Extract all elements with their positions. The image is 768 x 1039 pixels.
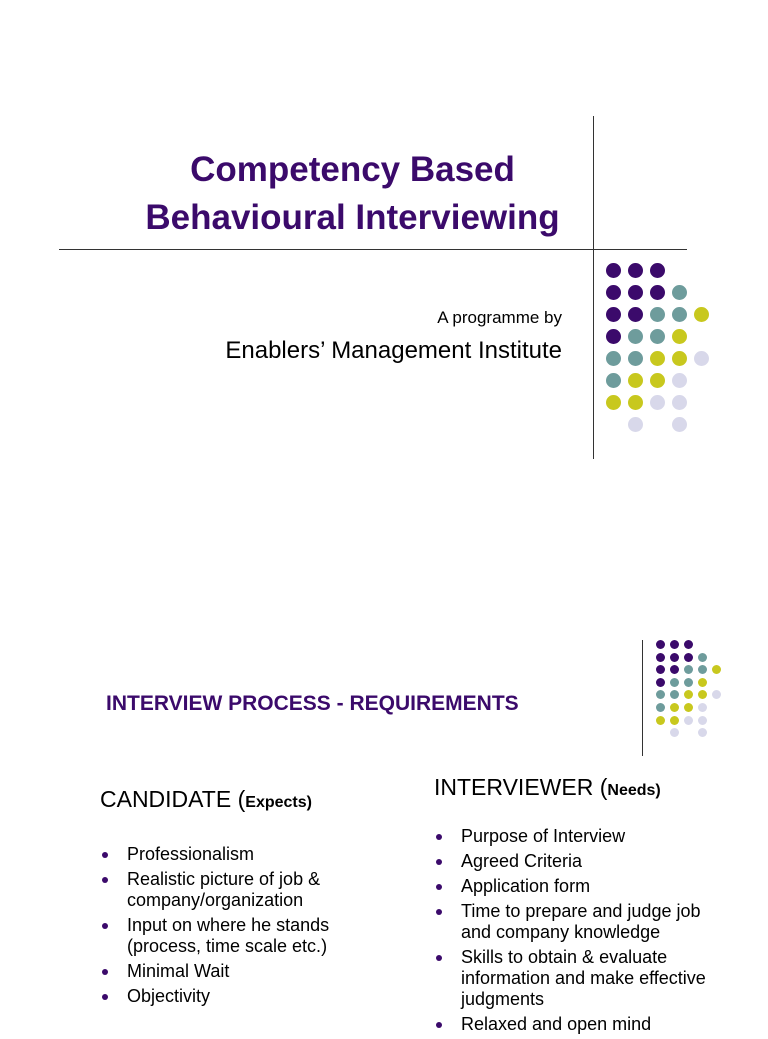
decorative-dot — [650, 263, 665, 278]
decorative-dot — [694, 351, 709, 366]
decorative-dot — [684, 678, 693, 687]
decorative-dot — [698, 728, 707, 737]
decorative-dot — [650, 395, 665, 410]
decorative-dot — [672, 307, 687, 322]
decorative-dot — [606, 307, 621, 322]
decorative-dot — [606, 373, 621, 388]
candidate-heading — [100, 786, 312, 813]
decorative-dot — [684, 703, 693, 712]
decorative-dot — [672, 351, 687, 366]
decorative-dot — [712, 690, 721, 699]
decorative-dot — [650, 351, 665, 366]
decorative-dot — [656, 640, 665, 649]
decorative-dot — [672, 329, 687, 344]
decorative-dot — [670, 728, 679, 737]
title-line-2: Behavioural Interviewing — [145, 198, 560, 237]
decorative-dot — [670, 640, 679, 649]
interviewer-paren: ( — [599, 774, 608, 800]
candidate-heading-text: CANDIDATE — [100, 786, 232, 812]
decorative-dot — [628, 417, 643, 432]
decorative-dot — [672, 417, 687, 432]
decorative-dot — [684, 716, 693, 725]
decorative-dot — [684, 690, 693, 699]
decorative-dot — [712, 665, 721, 674]
decorative-dot — [670, 690, 679, 699]
vertical-divider — [593, 116, 594, 459]
candidate-list-item: Realistic picture of job & company/organization — [100, 869, 360, 911]
decorative-dot — [650, 285, 665, 300]
decorative-dot — [698, 716, 707, 725]
title-slide — [0, 0, 768, 512]
decorative-dot — [684, 640, 693, 649]
requirements-slide — [0, 512, 768, 1034]
interviewer-list-item: Purpose of Interview — [434, 826, 734, 847]
decorative-dot — [606, 395, 621, 410]
decorative-dot — [656, 653, 665, 662]
interviewer-list-item: Relaxed and open mind — [434, 1014, 734, 1035]
institute-name: Enablers’ Management Institute — [225, 337, 562, 364]
interviewer-list-item: Skills to obtain & evaluate information and make effective judgments — [434, 947, 734, 1010]
decorative-dot — [698, 665, 707, 674]
decorative-dot — [656, 703, 665, 712]
candidate-list-item: Minimal Wait — [100, 961, 360, 982]
candidate-list — [100, 844, 360, 1011]
interviewer-heading — [434, 774, 661, 801]
decorative-dot — [684, 653, 693, 662]
candidate-qualifier: Expects) — [245, 794, 312, 811]
decorative-dot — [606, 351, 621, 366]
vertical-divider — [642, 640, 643, 756]
programme-by-label: A programme by — [437, 308, 562, 327]
decorative-dot — [670, 678, 679, 687]
decorative-dot — [656, 716, 665, 725]
decorative-dot — [650, 307, 665, 322]
candidate-paren: ( — [237, 786, 246, 812]
decorative-dot — [698, 703, 707, 712]
slide-title: INTERVIEW PROCESS - REQUIREMENTS — [106, 692, 519, 715]
decorative-dot — [650, 373, 665, 388]
decorative-dot — [670, 653, 679, 662]
candidate-list-item: Input on where he stands (process, time scale etc.) — [100, 915, 360, 957]
candidate-list-item: Objectivity — [100, 986, 360, 1007]
decorative-dot — [672, 285, 687, 300]
interviewer-qualifier: Needs) — [607, 782, 661, 799]
decorative-dot — [656, 665, 665, 674]
decorative-dot — [698, 678, 707, 687]
decorative-dot — [698, 690, 707, 699]
decorative-dot — [628, 307, 643, 322]
decorative-dot — [606, 329, 621, 344]
decorative-dot — [606, 263, 621, 278]
decorative-dot — [672, 373, 687, 388]
decorative-dot — [656, 690, 665, 699]
decorative-dot — [670, 665, 679, 674]
decorative-dot — [656, 678, 665, 687]
decorative-dot — [672, 395, 687, 410]
decorative-dot — [628, 395, 643, 410]
decorative-dot — [628, 373, 643, 388]
title-line-1: Competency Based — [190, 150, 515, 189]
decorative-dot — [628, 285, 643, 300]
candidate-list-item: Professionalism — [100, 844, 360, 865]
decorative-dot — [694, 307, 709, 322]
slide-title — [60, 146, 645, 242]
interviewer-heading-text: INTERVIEWER — [434, 774, 594, 800]
decorative-dot — [698, 653, 707, 662]
decorative-dot — [628, 263, 643, 278]
interviewer-list-item: Application form — [434, 876, 734, 897]
decorative-dot — [606, 285, 621, 300]
decorative-dot — [670, 703, 679, 712]
decorative-dot — [628, 329, 643, 344]
interviewer-list — [434, 826, 734, 1039]
decorative-dot — [628, 351, 643, 366]
decorative-dot — [650, 329, 665, 344]
interviewer-list-item: Time to prepare and judge job and company knowledge — [434, 901, 734, 943]
interviewer-list-item: Agreed Criteria — [434, 851, 734, 872]
decorative-dot — [670, 716, 679, 725]
decorative-dot — [684, 665, 693, 674]
